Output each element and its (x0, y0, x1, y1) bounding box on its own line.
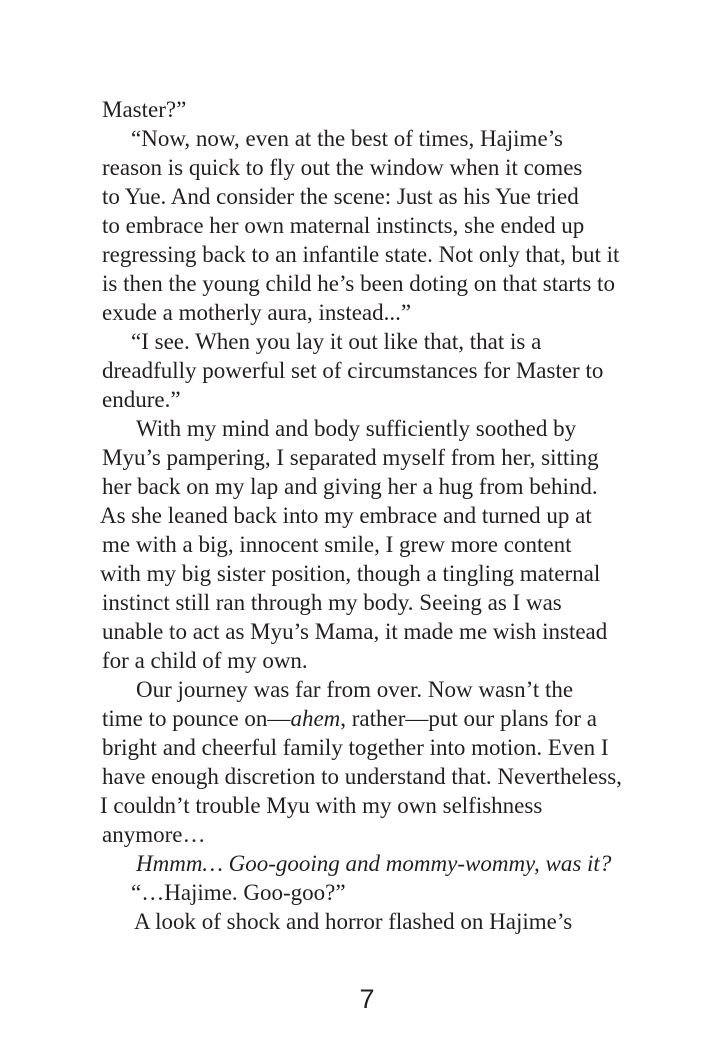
text-line: to Yue. And consider the scene: Just as his Yue tried (102, 184, 579, 209)
emphasis-text: Hmmm… Goo-gooing and mommy-wommy, was it? (136, 851, 612, 876)
text-line: have enough discretion to understand that. Nevertheless, (102, 764, 622, 789)
text-line: A look of shock and horror flashed on Hajime’s (134, 909, 573, 934)
text-line: instinct still ran through my body. Seeing as I was (102, 590, 562, 615)
text-line: endure.” (102, 387, 181, 412)
text-line: “Now, now, even at the best of times, Hajime’s (131, 126, 563, 151)
text-line (102, 704, 597, 733)
text-line: “I see. When you lay it out like that, that is a (131, 329, 542, 354)
text-line: As she leaned back into my embrace and turned up at (100, 503, 592, 528)
text-line: reason is quick to fly out the window when it comes (102, 155, 583, 180)
text-line: Master?” (102, 97, 187, 122)
text-line (136, 849, 611, 878)
text-run: time to pounce on— (102, 706, 291, 731)
text-line: Our journey was far from over. Now wasn’t the (136, 677, 574, 702)
text-line: I couldn’t trouble Myu with my own selfishness (100, 793, 543, 818)
text-line: me with a big, innocent smile, I grew more content (102, 532, 572, 557)
text-line: her back on my lap and giving her a hug from behind. (102, 474, 598, 499)
text-line: “…Hajime. Goo-goo?” (131, 880, 346, 905)
text-line: with my big sister position, though a tingling maternal (100, 561, 601, 586)
text-line: anymore… (102, 822, 206, 847)
text-line: for a child of my own. (102, 648, 308, 673)
text-line: With my mind and body sufficiently soothed by (136, 416, 577, 441)
text-line: regressing back to an infantile state. Not only that, but it (102, 242, 620, 267)
text-line: to embrace her own maternal instincts, she ended up (102, 213, 585, 238)
text-line: is then the young child he’s been doting on that starts to (102, 271, 615, 296)
text-line: bright and cheerful family together into motion. Even I (102, 735, 609, 760)
text-run: , rather—put our plans for a (340, 706, 598, 731)
emphasis-text: ahem (290, 706, 341, 731)
text-line: unable to act as Myu’s Mama, it made me wish instead (102, 619, 608, 644)
text-line: exude a motherly aura, instead...” (102, 300, 412, 325)
text-line: Myu’s pampering, I separated myself from her, sitting (102, 445, 599, 470)
page-number: 7 (359, 984, 375, 1014)
text-line: dreadfully powerful set of circumstances for Master to (102, 358, 604, 383)
